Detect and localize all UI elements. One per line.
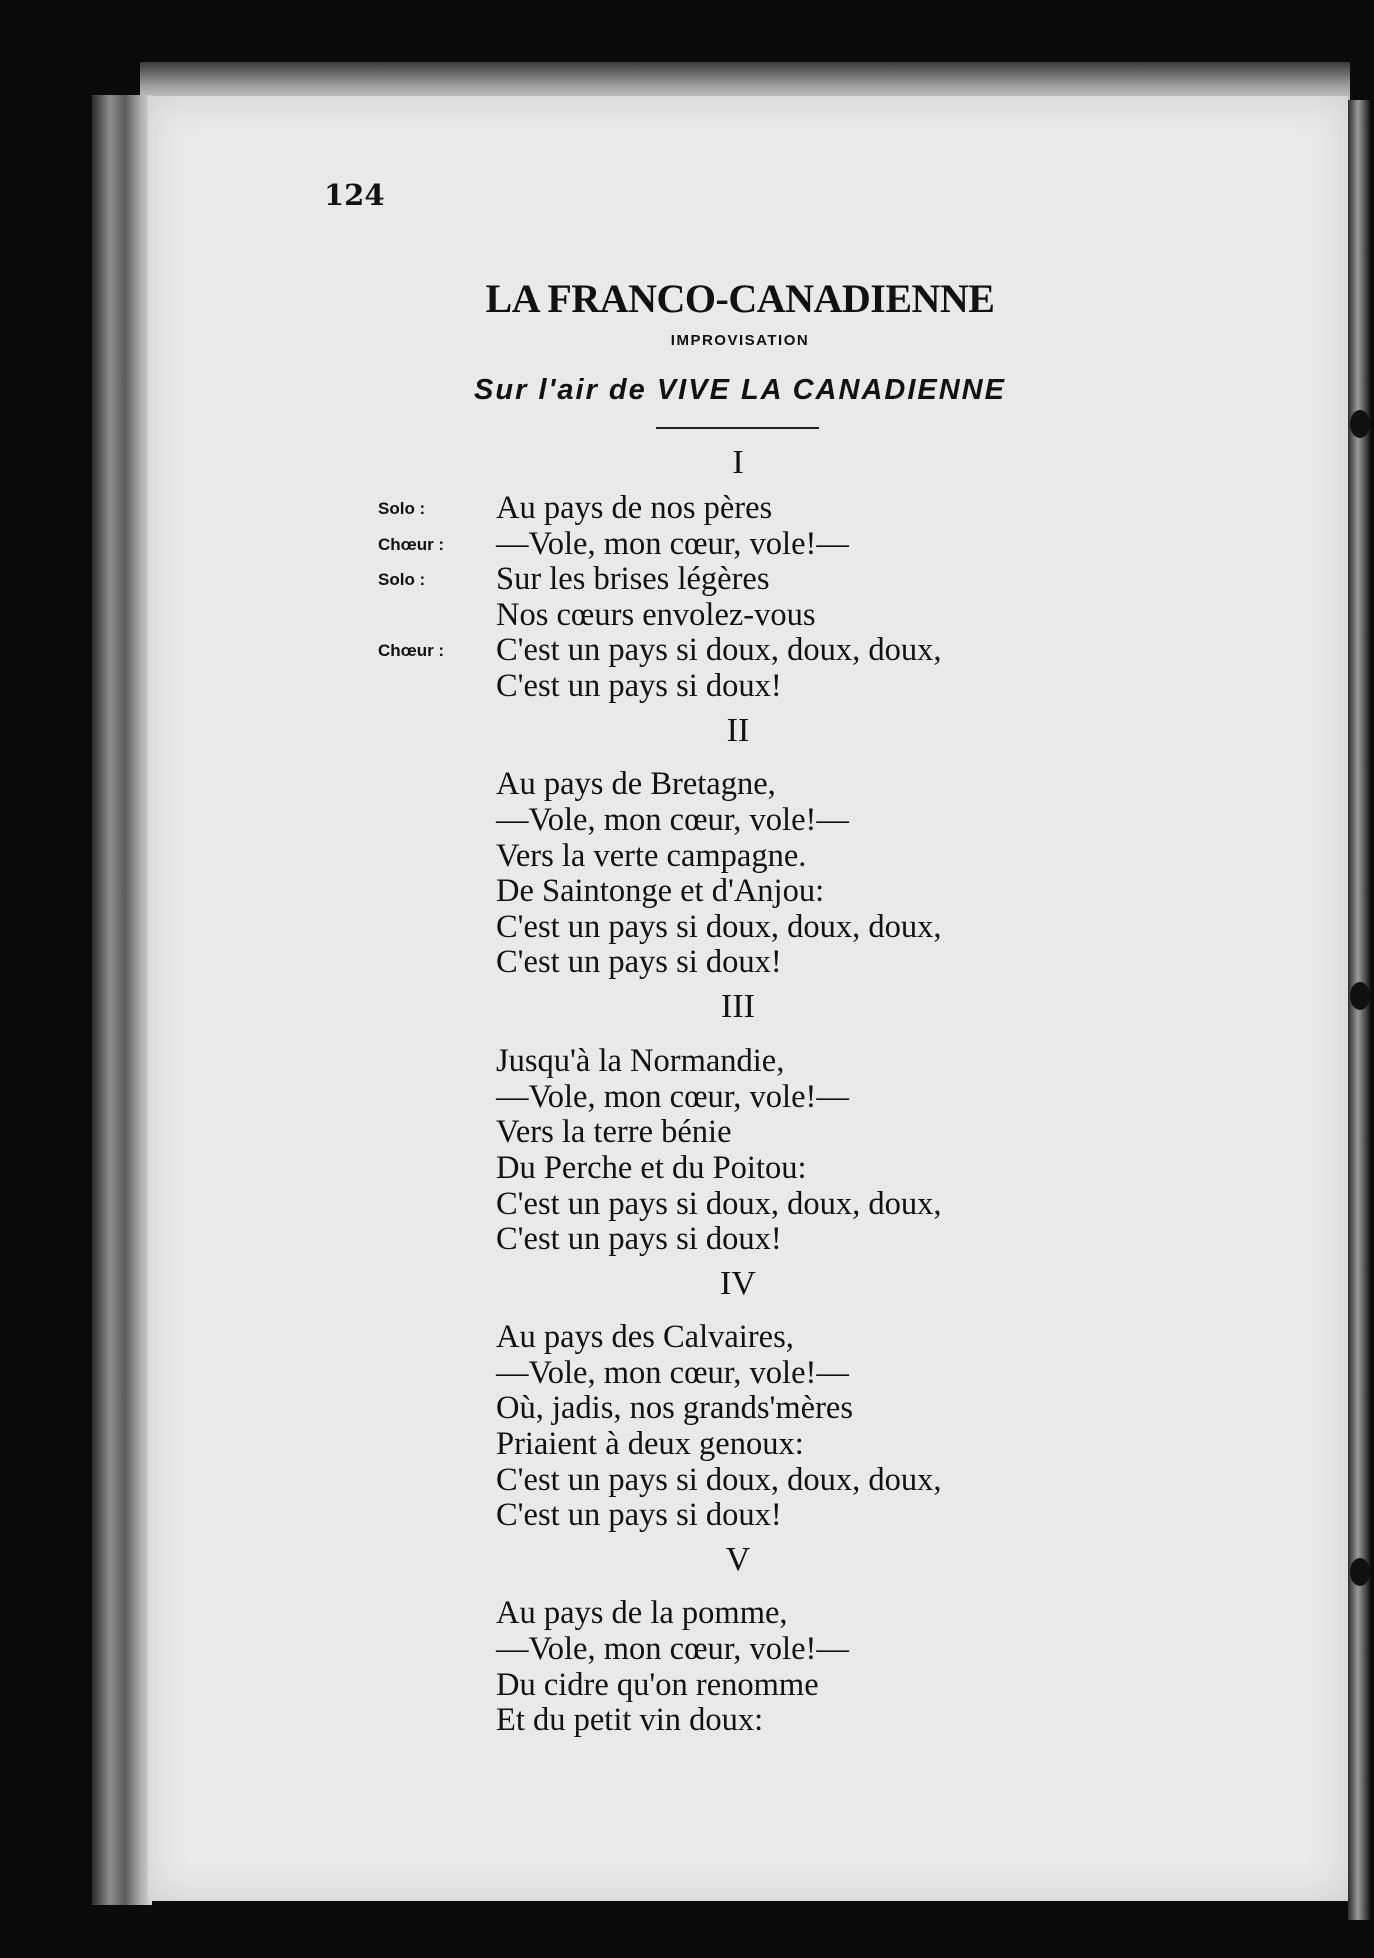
stanza-numeral: III (721, 988, 755, 1025)
verse-line: —Vole, mon cœur, vole!— (496, 1355, 849, 1391)
verse-line: —Vole, mon cœur, vole!— (496, 526, 849, 562)
verse-line: —Vole, mon cœur, vole!— (496, 1631, 849, 1667)
verse-line: —Vole, mon cœur, vole!— (496, 1079, 849, 1115)
tune-indication: Sur l'air de VIVE LA CANADIENNE (474, 374, 1006, 406)
verse-line: Au pays des Calvaires, (496, 1319, 794, 1355)
role-label: Chœur : (378, 641, 445, 660)
verse-line: De Saintonge et d'Anjou: (496, 873, 825, 909)
verse-line: Et du petit vin doux: (496, 1702, 764, 1738)
role-label: Solo : (378, 499, 426, 518)
verse-line: C'est un pays si doux! (496, 944, 782, 980)
verse-line: C'est un pays si doux, doux, doux, (496, 1186, 942, 1222)
role-label: Chœur : (378, 535, 445, 554)
verse-line: Priaient à deux genoux: (496, 1426, 804, 1462)
verse-line: Du cidre qu'on renomme (496, 1667, 819, 1703)
verse-line: Au pays de la pomme, (496, 1595, 788, 1631)
verse-line: Nos cœurs envolez-vous (496, 597, 816, 633)
role-label: Solo : (378, 570, 426, 589)
verse-line: C'est un pays si doux! (496, 668, 782, 704)
verse-line: C'est un pays si doux, doux, doux, (496, 1462, 942, 1498)
binding-stitch (1350, 982, 1370, 1010)
stanza-numeral: II (726, 712, 750, 749)
verse-line: C'est un pays si doux, doux, doux, (496, 909, 942, 945)
verse-line: Au pays de nos pères (496, 490, 773, 526)
song-title: LA FRANCO-CANADIENNE (485, 276, 995, 321)
title-divider (656, 427, 819, 429)
stanza-numeral: V (725, 1541, 751, 1578)
song-subtitle: IMPROVISATION (670, 332, 810, 349)
verse-line: Jusqu'à la Normandie, (496, 1043, 785, 1079)
verse-line: C'est un pays si doux, doux, doux, (496, 632, 942, 668)
verse-line: Où, jadis, nos grands'mères (496, 1390, 853, 1426)
verse-line: Au pays de Bretagne, (496, 766, 776, 802)
verse-line: Sur les brises légères (496, 561, 770, 597)
verse-line: Du Perche et du Poitou: (496, 1150, 807, 1186)
stanza-numeral: I (732, 444, 744, 481)
stanza-numeral: IV (720, 1265, 756, 1302)
verse-line: Vers la verte campagne. (496, 838, 807, 874)
binding-stitch (1350, 1558, 1370, 1586)
verse-line: Vers la terre bénie (496, 1114, 732, 1150)
page-stack-edge (92, 95, 152, 1905)
verse-line: C'est un pays si doux! (496, 1497, 782, 1533)
binding-stitch (1350, 410, 1370, 438)
book-binding-edge (1348, 100, 1370, 1920)
verse-line: C'est un pays si doux! (496, 1221, 782, 1257)
verse-line: —Vole, mon cœur, vole!— (496, 802, 849, 838)
page-number: 124 (324, 178, 385, 212)
